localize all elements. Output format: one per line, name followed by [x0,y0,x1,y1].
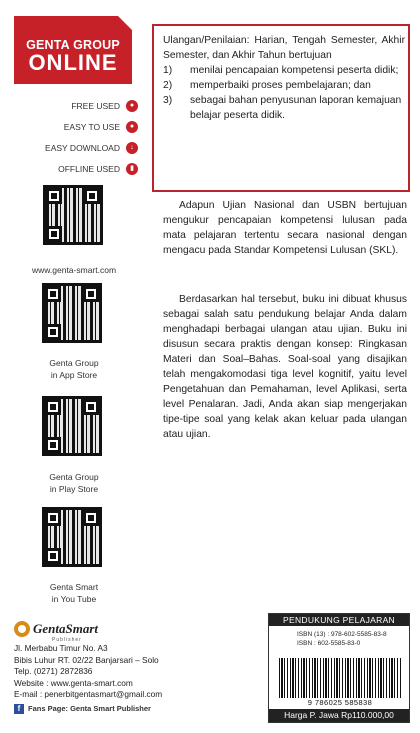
barcode-number: 9 786025 585838 [307,698,373,707]
chart-icon: ▮ [126,163,138,175]
feature-label: EASY TO USE [63,121,120,132]
item-text: memperbaiki proses pembelajaran; dan [190,80,371,91]
phone-line: Telp. (0271) 2872836 [14,666,93,676]
sticker-header: PENDUKUNG PELAJARAN [269,614,409,626]
logo-sub: Publisher [52,637,82,643]
logo-mark-icon [14,621,30,637]
isbn13: ISBN (13) : 978-602-5585-83-8 [297,631,387,638]
item-number: 1) [163,65,173,76]
email-line[interactable]: E-mail : penerbitgentasmart@gmail.com [14,689,163,699]
publisher-logo [14,618,154,643]
price-label: Harga P. Jawa Rp110.000,00 [269,709,409,722]
website-line[interactable]: Website : www.genta-smart.com [14,677,133,688]
app-store-caption-1: Genta Group [49,358,99,368]
feature-label: OFFLINE USED [58,163,120,174]
item-number: 3) [163,95,173,106]
features-list [14,96,138,180]
fan-page-text: Fans Page: Genta Smart Publisher [28,704,151,713]
badge-line2: ONLINE [28,50,118,75]
play-store-qr-code[interactable] [42,396,102,456]
objective-item-2 [163,78,405,93]
logo-name: GentaSmart [33,621,99,636]
item-text: sebagai bahan penyusunan laporan kemajuan belajar peserta didik. [190,95,402,121]
play-store-caption-2: in Play Store [49,484,99,494]
user-icon: ● [126,121,138,133]
download-icon: ↓ [126,142,138,154]
address-line-1: Jl. Merbabu Timur No. A3 [14,643,108,653]
facebook-icon: f [14,704,24,714]
feature-easy-download [14,138,138,157]
item-text: menilai pencapaian kompetensi peserta didik; [190,65,399,76]
youtube-qr-code[interactable] [42,507,102,567]
isbn10: ISBN : 602-5585-83-0 [297,640,361,647]
fan-page-row[interactable] [14,704,154,714]
publisher-info [14,618,163,714]
paragraph-ujian-nasional: Adapun Ujian Nasional dan USBN bertujuan mengukur pencapaian kompetensi lulusan pada mata pelajaran tertentu secara nasional dengan mengacu pada Standar Kompetensi Lulusan (SKL). [163,200,407,256]
feature-label: EASY DOWNLOAD [45,142,120,153]
feature-label: FREE USED [71,100,120,111]
publisher-address-lines [14,643,163,701]
objective-item-3 [163,93,405,123]
objectives-lead: Ulangan/Penilaian: Harian, Tengah Semester, Akhir Semester, dan Akhir Tahun bertujuan [163,35,405,61]
address-line-2: Bibis Luhur RT. 02/22 Banjarsari – Solo [14,654,159,665]
genta-group-online-badge [14,16,132,84]
youtube-caption-2: in You Tube [51,594,97,604]
feature-free-used [14,96,138,115]
app-store-caption-2: in App Store [50,370,98,380]
app-store-qr-code[interactable] [42,283,102,343]
website-caption: www.genta-smart.com [31,265,117,275]
objective-item-1 [163,63,405,78]
play-store-caption-1: Genta Group [49,472,99,482]
feature-easy-to-use [14,117,138,136]
objectives-text [163,33,405,123]
feature-offline-used [14,159,138,178]
badge-line1: GENTA GROUP [26,38,120,52]
barcode [279,658,401,698]
paragraph-book-description: Berdasarkan hal tersebut, buku ini dibuat khusus sebagai salah satu pendukung belajar Anda dalam menghadapi berbagai ulangan atau ujian. Buku ini disusun secara praktis dengan konsep: Ringkasan Materi dan Soal–Bahas. Soal-soal yang disajikan telah mengakomodasi tiga level kognitif, yaitu level Pengetahuan dan Pemahaman, level Aplikasi, serta level Penalaran. Jadi, Anda akan siap mengerjakan tipe-tipe soal yang kelak akan keluar pada ulangan atau ujian. [163,294,407,440]
item-number: 2) [163,80,173,91]
price-barcode-sticker [268,613,410,723]
website-qr-code[interactable] [43,185,103,245]
youtube-caption-1: Genta Smart [49,582,99,592]
user-icon: ● [126,100,138,112]
badge-fold-corner [118,16,132,30]
